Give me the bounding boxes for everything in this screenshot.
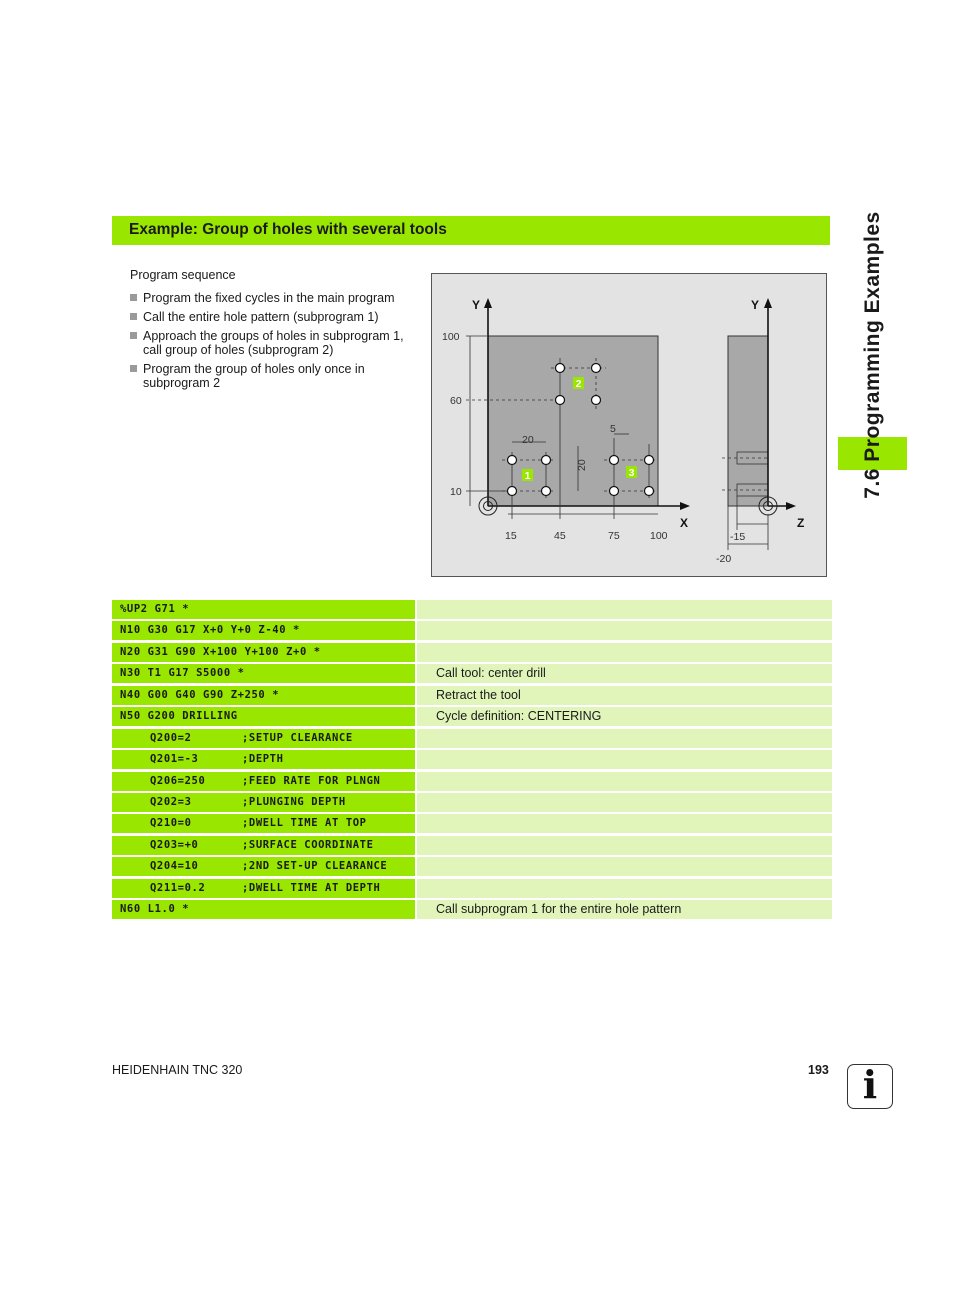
hole-icon [508,456,517,465]
table-row [112,707,832,726]
hole-icon [556,364,565,373]
cycle-parameter: Q206=250 ;FEED RATE FOR PLNGN [150,774,381,787]
x-tick: 15 [505,530,517,542]
table-row [112,600,832,619]
block-comment: Cycle definition: CENTERING [436,709,602,724]
hole-icon [592,396,601,405]
hole-icon [610,456,619,465]
nc-block: N30 T1 G17 S5000 * [120,667,245,680]
block-comment: Call tool: center drill [436,666,546,681]
dimension-label: 20 [576,459,588,471]
table-row [112,793,832,812]
x-tick: 100 [650,530,668,542]
list-item: Call the entire hole pattern (subprogram 1) [130,310,420,324]
info-icon: i [847,1064,893,1109]
z-tick: -15 [730,531,746,543]
hole-icon [556,396,565,405]
nc-block: N10 G30 G17 X+0 Y+0 Z-40 * [120,624,300,637]
cycle-parameter: Q202=3 ;PLUNGING DEPTH [150,795,346,808]
hole-icon [542,456,551,465]
nc-block: N20 G31 G90 X+100 Y+100 Z+0 * [120,645,321,658]
hole-pattern-drawing [431,273,827,577]
program-sequence-list [130,291,420,395]
chapter-title [858,200,888,510]
cycle-parameter: Q200=2 ;SETUP CLEARANCE [150,731,353,744]
dimension-label: 5 [610,423,616,435]
block-comment: Retract the tool [436,687,521,702]
nc-block: %UP2 G71 * [120,603,190,615]
x-tick: 45 [554,530,566,542]
program-sequence-label: Program sequence [130,268,236,282]
group-label-3: 3 [628,467,635,479]
table-row [112,750,832,769]
hole-icon [592,364,601,373]
y-tick: 60 [450,395,462,407]
chapter-title-text: 7.6 Programming Examples [861,211,884,499]
section-header-bar [112,216,830,245]
drawing-svg [432,274,828,578]
group-label-1: 1 [524,470,531,482]
dimension-label: 20 [522,434,534,446]
table-row [112,879,832,898]
hole-icon [542,487,551,496]
footer-manual-title: HEIDENHAIN TNC 320 [112,1063,243,1077]
z-axis-label: Z [797,516,805,530]
y-axis-label: Y [472,298,481,312]
block-comment: Call subprogram 1 for the entire hole pattern [436,902,682,917]
z-tick: -20 [716,553,732,565]
y-tick: 100 [442,331,460,343]
y-axis-side-label: Y [751,298,760,312]
y-tick: 10 [450,486,462,498]
table-row [112,643,832,662]
table-row [112,836,832,855]
cycle-parameter: Q204=10 ;2ND SET-UP CLEARANCE [150,860,388,873]
table-row [112,686,832,705]
workpiece-front-view [488,336,658,506]
table-row [112,772,832,791]
nc-block: N40 G00 G40 G90 Z+250 * [120,688,280,701]
hole-icon [508,487,517,496]
table-row [112,857,832,876]
list-item: Program the group of holes only once in subprogram 2 [130,362,420,390]
bullet-square-icon [130,332,137,339]
x-axis-arrow-icon [680,502,690,510]
page-number: 193 [808,1063,829,1077]
group-label-2: 2 [575,378,582,390]
nc-block: N50 G200 DRILLING [120,710,238,723]
nc-program-table [112,600,832,922]
nc-block: N60 L1.0 * [120,903,190,916]
table-row [112,621,832,640]
list-item: Program the fixed cycles in the main program [130,291,420,305]
bullet-square-icon [130,313,137,320]
section-title: Example: Group of holes with several tools [129,221,447,238]
hole-icon [610,487,619,496]
z-axis-arrow-icon [786,502,796,510]
table-row [112,729,832,748]
x-tick: 75 [608,530,620,542]
y-axis-arrow-icon [484,298,492,308]
table-row [112,664,832,683]
cycle-parameter: Q210=0 ;DWELL TIME AT TOP [150,817,367,830]
y-axis-side-arrow-icon [764,298,772,308]
workpiece-side-view [728,336,768,506]
cycle-parameter: Q201=-3 ;DEPTH [150,753,284,766]
table-row [112,814,832,833]
cycle-parameter: Q211=0.2 ;DWELL TIME AT DEPTH [150,881,381,894]
bullet-square-icon [130,365,137,372]
bullet-square-icon [130,294,137,301]
list-item: Approach the groups of holes in subprogram 1, call group of holes (subprogram 2) [130,329,420,357]
hole-icon [645,487,654,496]
table-row [112,900,832,919]
cycle-parameter: Q203=+0 ;SURFACE COORDINATE [150,838,374,851]
hole-icon [645,456,654,465]
x-axis-label: X [680,516,689,530]
